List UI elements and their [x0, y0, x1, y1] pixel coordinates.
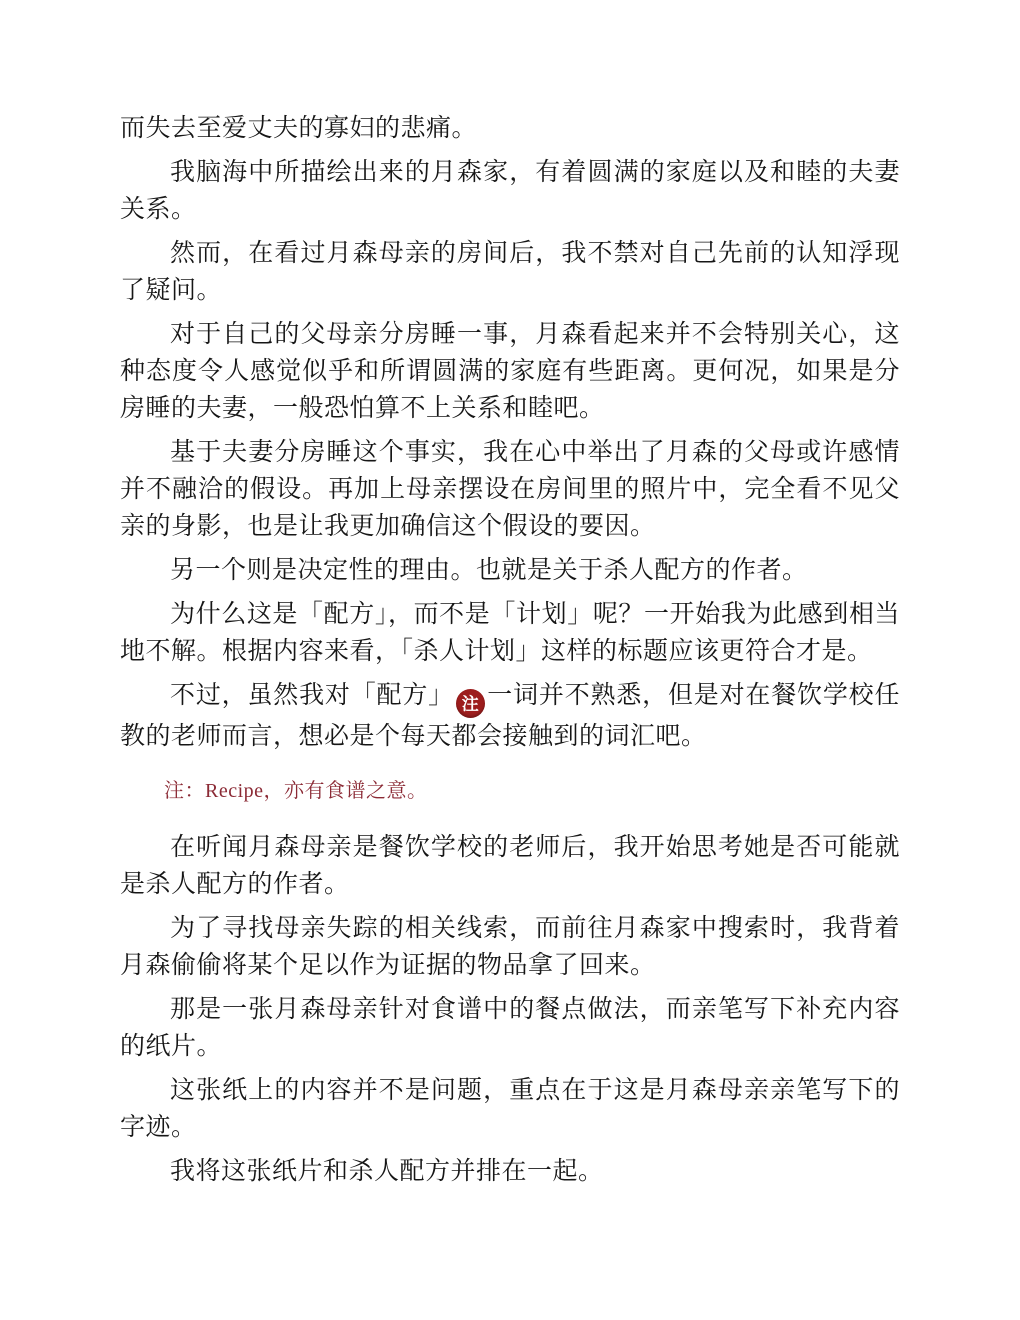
footnote-text: 注：Recipe，亦有食谱之意。 [164, 780, 428, 802]
paragraph-text-before-marker: 不过，虽然我对「配方」 [170, 682, 454, 709]
footnote-marker-icon [456, 689, 485, 718]
paragraph: 我将这张纸片和杀人配方并排在一起。 [170, 1158, 604, 1185]
paragraph: 另一个则是决定性的理由。也就是关于杀人配方的作者。 [170, 557, 808, 584]
paragraph-continuation: 而失去至爱丈夫的寡妇的悲痛。 [120, 115, 478, 142]
paragraph: 对于自己的父母亲分房睡一事，月森看起来并不会特别关心，这种态度令人感觉似乎和所谓圆满的家庭有些距离。更何况，如果是分房睡的夫妻，一般恐怕算不上关系和睦吧。 [120, 321, 900, 422]
paragraph: 我脑海中所描绘出来的月森家，有着圆满的家庭以及和睦的夫妻关系。 [120, 159, 900, 223]
paragraph: 那是一张月森母亲针对食谱中的餐点做法，而亲笔写下补充内容的纸片。 [120, 996, 900, 1060]
paragraph: 基于夫妻分房睡这个事实，我在心中举出了月森的父母或许感情并不融洽的假设。再加上母亲摆设在房间里的照片中，完全看不见父亲的身影，也是让我更加确信这个假设的要因。 [120, 439, 900, 540]
paragraph-text-after-marker: 一词并不熟悉，但是对在餐饮学校任教的老师而言，想必是个每天都会接触到的词汇吧。 [120, 682, 900, 750]
paragraph: 为什么这是「配方」，而不是「计划」呢？一开始我为此感到相当地不解。根据内容来看，「杀人计划」这样的标题应该更符合才是。 [120, 601, 900, 665]
paragraph: 在听闻月森母亲是餐饮学校的老师后，我开始思考她是否可能就是杀人配方的作者。 [120, 834, 900, 898]
footnote-marker-label: 注 [461, 694, 480, 714]
paragraph: 然而，在看过月森母亲的房间后，我不禁对自己先前的认知浮现了疑问。 [120, 240, 900, 304]
paragraph: 为了寻找母亲失踪的相关线索，而前往月森家中搜索时，我背着月森偷偷将某个足以作为证据的物品拿了回来。 [120, 915, 900, 979]
paragraph: 这张纸上的内容并不是问题，重点在于这是月森母亲亲笔写下的字迹。 [120, 1077, 900, 1141]
paragraph-with-footnote-marker [120, 677, 900, 755]
